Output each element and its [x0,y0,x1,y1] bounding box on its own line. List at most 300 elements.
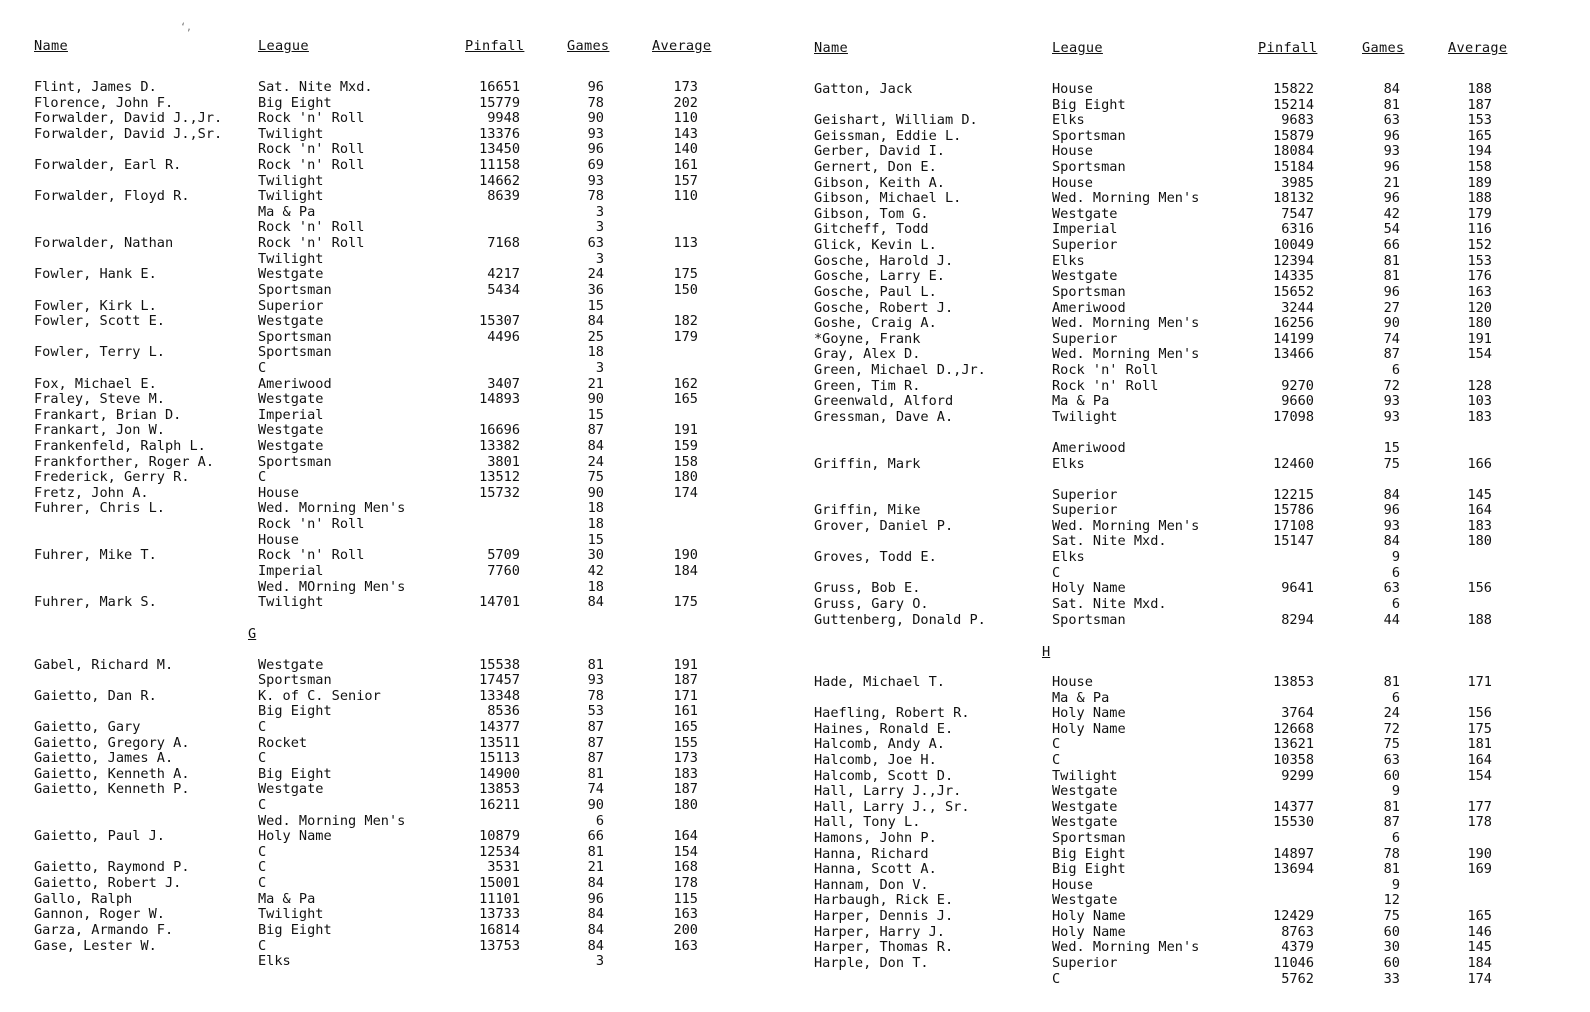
games-value: 74 [587,781,604,798]
league-name: Rock 'n' Roll [258,110,365,127]
average-value: 184 [1467,954,1492,971]
pinfall-value: 15822 [1273,81,1314,97]
games-value: 90 [1383,315,1400,332]
bowler-name: Fuhrer, Mike T. [34,547,157,564]
average-value: 184 [673,562,698,579]
games-value: 63 [1383,112,1400,129]
table-row [818,98,1563,114]
pinfall-value: 13348 [479,687,520,704]
table-row [34,782,754,798]
league-name: C [258,359,267,376]
header-average: Average [652,38,712,54]
left-column [34,38,754,970]
average-value: 158 [673,453,698,470]
header-pinfall: Pinfall [1258,40,1318,56]
pinfall-value: 16651 [479,79,520,95]
pinfall-value: 15779 [479,94,520,111]
league-name: Twilight [258,594,324,611]
average-value: 179 [1467,205,1492,222]
table-row [34,189,754,205]
average-value: 162 [673,375,698,392]
games-value: 81 [1383,861,1400,878]
bowler-name: Gabel, Richard M. [34,656,174,673]
average-value: 180 [1467,315,1492,332]
average-value: 161 [673,703,698,720]
bowler-name: Gosche, Larry E. [814,268,945,285]
games-value: 96 [1383,127,1400,144]
table-row [814,159,1563,176]
table-row [814,346,1563,363]
average-value: 180 [673,797,698,814]
games-value: 42 [1383,205,1400,222]
table-row [34,564,754,580]
league-name: Big Eight [1052,845,1126,862]
bowler-name: Forwalder, Floyd R. [34,188,190,205]
average-value: 164 [1467,502,1492,519]
pinfall-value: 8639 [487,188,520,205]
average-value: 187 [673,672,698,689]
games-value: 84 [587,921,604,938]
bowler-name: Gibson, Tom G. [814,205,929,222]
pinfall-value: 17457 [479,672,520,689]
league-name: C [258,843,267,860]
games-value: 44 [1383,611,1400,628]
average-value: 166 [1467,455,1492,472]
table-row [34,517,754,533]
pinfall-value: 3985 [1281,174,1314,191]
league-name: Holy Name [1052,705,1126,722]
bowler-name: Gaietto, Robert J. [34,875,182,892]
table-row [34,80,754,96]
league-name: Superior [1052,502,1118,519]
games-value: 81 [1383,798,1400,815]
table-row [814,377,1563,395]
bowler-name: Harper, Thomas R. [814,939,954,956]
bowler-name: Forwalder, David J.,Sr. [34,125,223,142]
bowler-name: Gibson, Michael L. [814,190,962,207]
bowler-name: Hall, Tony L. [814,814,921,831]
league-name: Rock 'n' Roll [258,141,365,158]
games-value: 36 [587,281,604,298]
games-value: 87 [587,422,604,439]
league-name: Twilight [258,172,324,189]
games-value: 96 [587,141,604,158]
average-value: 110 [673,110,698,127]
bowler-name: Gitcheff, Todd [814,221,929,238]
games-value: 60 [1383,767,1400,784]
average-value: 163 [673,937,698,954]
pinfall-value: 16256 [1273,315,1314,332]
games-value: 84 [1383,81,1400,97]
bowler-name: Grover, Daniel P. [814,517,954,534]
table-row [814,876,1563,894]
league-name: Ameriwood [258,375,332,392]
average-value: 174 [673,484,698,501]
table-row [814,455,1563,473]
pinfall-value: 14662 [479,172,520,189]
games-value: 9 [1391,549,1400,566]
table-row [34,345,754,361]
bowler-name: Fretz, John A. [34,484,149,501]
pinfall-value: 12394 [1273,252,1314,269]
games-value: 69 [587,157,604,174]
league-name: Twilight [258,125,324,142]
pinfall-value: 16211 [479,797,520,814]
league-name: Rock 'n' Roll [1052,377,1159,394]
league-name: Imperial [1052,221,1118,238]
league-name: Wed. Morning Men's [1052,939,1200,956]
league-name: Big Eight [1052,96,1126,113]
section-g-heading: G [248,626,257,643]
average-value: 180 [1467,533,1492,550]
pinfall-value: 15113 [479,750,520,767]
games-value: 66 [1383,237,1400,254]
games-value: 72 [1383,377,1400,394]
league-name: Sportsman [258,281,332,298]
right-header-row [814,40,1563,66]
games-value: 78 [1383,845,1400,862]
league-name: Rock 'n' Roll [1052,361,1159,378]
table-row [814,939,1563,956]
bowler-name: Harper, Harry J. [814,923,945,940]
average-value: 152 [1467,237,1492,254]
table-row [814,190,1563,207]
games-value: 81 [587,656,604,673]
bowler-name: Gaietto, Paul J. [34,828,165,845]
league-name: Imperial [258,406,324,423]
league-name: Rock 'n' Roll [258,516,365,533]
bowler-name: Garza, Armando F. [34,921,174,938]
games-value: 12 [1383,892,1400,909]
pinfall-value: 10879 [479,828,520,845]
table-row [34,408,754,424]
average-value: 145 [1467,939,1492,956]
games-value: 30 [587,547,604,564]
bowler-name: Flint, James D. [34,79,157,95]
table-row [34,174,754,190]
table-row [34,111,754,127]
league-name: Ameriwood [1052,439,1126,456]
bowler-name: Goshe, Craig A. [814,315,937,332]
table-row [814,861,1563,878]
games-value: 21 [587,859,604,876]
league-name: C [1052,736,1061,753]
average-value: 145 [1467,486,1492,503]
league-name: Westgate [258,656,324,673]
bowler-name: Fuhrer, Chris L. [34,500,165,517]
table-row [814,81,1563,98]
average-value: 180 [673,469,698,486]
bowler-name: Gruss, Gary O. [814,595,929,612]
games-value: 6 [1391,595,1400,612]
league-name: C [1052,970,1061,987]
pinfall-value: 10049 [1273,237,1314,254]
pinfall-value: 14335 [1273,268,1314,285]
games-value: 90 [587,797,604,814]
bowler-name: Harple, Don T. [814,954,929,971]
average-value: 154 [1467,346,1492,363]
table-row [34,595,754,611]
table-row [814,814,1563,831]
league-name: Holy Name [1052,923,1126,940]
bowler-name: Halcomb, Andy A. [814,736,945,753]
league-name: C [258,875,267,892]
table-row [34,907,754,923]
league-name: Superior [1052,237,1118,254]
average-value: 165 [673,718,698,735]
league-name: C [258,859,267,876]
league-name: House [258,531,299,548]
average-value: 161 [673,157,698,174]
average-value: 113 [673,235,698,252]
average-value: 153 [1467,112,1492,129]
average-value: 183 [1467,517,1492,534]
pinfall-value: 13376 [479,125,520,142]
games-value: 18 [587,516,604,533]
pinfall-value: 3764 [1281,705,1314,722]
league-name: Sportsman [1052,283,1126,300]
table-row [34,689,754,705]
average-value: 116 [1467,221,1492,238]
table-row [814,127,1563,145]
pinfall-value: 7760 [487,562,520,579]
bowler-name: Haines, Ronald E. [814,720,954,737]
table-row [814,908,1563,925]
pinfall-value: 9641 [1281,580,1314,597]
average-value: 191 [1467,330,1492,347]
games-value: 53 [587,703,604,720]
games-value: 15 [587,297,604,314]
bowler-name: Gruss, Bob E. [814,580,921,597]
games-value: 81 [1383,252,1400,269]
header-name: Name [34,38,68,54]
games-value: 84 [587,937,604,954]
table-row [814,252,1563,270]
average-value: 202 [673,94,698,111]
left-table-body [34,80,754,611]
games-value: 93 [587,125,604,142]
games-value: 15 [587,406,604,423]
pinfall-value: 15147 [1273,533,1314,550]
bowler-name: Gernert, Don E. [814,159,937,176]
games-value: 18 [587,344,604,361]
average-value: 140 [673,141,698,158]
average-value: 174 [1467,970,1492,987]
league-name: House [258,484,299,501]
league-name: Sat. Nite Mxd. [258,79,373,95]
league-name: House [1052,876,1093,893]
games-value: 96 [587,890,604,907]
bowler-name: Fraley, Steve M. [34,391,165,408]
league-name: Superior [1052,954,1118,971]
league-name: Elks [258,953,291,970]
league-name: Sportsman [258,328,332,345]
bowler-name: Forwalder, David J.,Jr. [34,110,223,127]
average-value: 171 [673,687,698,704]
table-row [34,580,754,596]
table-row [814,112,1563,129]
table-row [34,158,754,174]
bowler-name: Fox, Michael E. [34,375,157,392]
league-name: Sportsman [258,344,332,361]
league-name: Holy Name [1052,580,1126,597]
average-value: 165 [1467,127,1492,144]
table-row [34,314,754,330]
league-name: Westgate [1052,798,1118,815]
games-value: 21 [587,375,604,392]
games-value: 42 [587,562,604,579]
games-value: 3 [595,203,604,220]
bowler-name: Hannam, Don V. [814,876,929,893]
table-row [818,534,1563,550]
games-value: 84 [1383,533,1400,550]
table-row [814,549,1563,566]
average-value: 158 [1467,159,1492,176]
average-value: 175 [1467,720,1492,737]
bowler-name: Gressman, Dave A. [814,408,954,425]
pinfall-value: 18132 [1273,190,1314,207]
pinfall-value: 8536 [487,703,520,720]
bowler-name: Gaietto, James A. [34,750,174,767]
table-row [814,783,1563,800]
league-name: C [258,469,267,486]
bowler-name: Gase, Lester W. [34,937,157,954]
bowler-name: Gaietto, Dan R. [34,687,157,704]
bowler-name: Fowler, Scott E. [34,313,165,330]
table-row [814,517,1563,535]
table-row [814,751,1563,769]
table-row [34,923,754,939]
league-name: Wed. MOrning Men's [258,578,406,595]
games-value: 87 [587,734,604,751]
league-name: C [1052,564,1061,581]
games-value: 93 [1383,143,1400,160]
average-value: 200 [673,921,698,938]
games-value: 87 [587,750,604,767]
average-value: 187 [1467,96,1492,113]
pinfall-value: 15732 [479,484,520,501]
league-name: K. of C. Senior [258,687,381,704]
league-name: Westgate [258,266,324,283]
pinfall-value: 8763 [1281,923,1314,940]
average-value: 187 [673,781,698,798]
table-row [34,704,754,720]
bowler-name: Frankenfeld, Ralph L. [34,438,206,455]
table-row [814,268,1563,285]
league-name: Rock 'n' Roll [258,219,365,236]
average-value: 189 [1467,174,1492,191]
pinfall-value: 5434 [487,281,520,298]
average-value: 165 [1467,908,1492,925]
pinfall-value: 3244 [1281,299,1314,316]
table-row [818,488,1563,504]
league-name: Sportsman [258,672,332,689]
games-value: 81 [1383,673,1400,690]
games-value: 96 [1383,190,1400,207]
average-value: 157 [673,172,698,189]
average-value: 154 [1467,767,1492,784]
league-name: Ma & Pa [258,890,316,907]
table-row [814,330,1563,348]
bowler-name: Haefling, Robert R. [814,705,970,722]
table-row [814,580,1563,597]
league-name: House [1052,143,1093,160]
games-value: 93 [587,172,604,189]
league-name: Holy Name [1052,720,1126,737]
bowler-name: Geishart, William D. [814,112,978,129]
bowler-name: Fowler, Terry L. [34,344,165,361]
section-h-heading: H [1042,643,1051,660]
average-value: 115 [673,890,698,907]
average-value: 154 [673,843,698,860]
pinfall-value: 17098 [1273,408,1314,425]
average-value: 143 [673,125,698,142]
league-name: Elks [1052,112,1085,129]
table-row [814,830,1563,847]
bowler-name: Hanna, Richard [814,845,929,862]
table-row [34,736,754,752]
table-row [814,283,1563,301]
average-value: 159 [673,438,698,455]
bowler-name: Gaietto, Raymond P. [34,859,190,876]
table-row [34,455,754,471]
table-row [34,470,754,486]
bowler-name: Hamons, John P. [814,830,937,847]
bowler-name: Frankforther, Roger A. [34,453,215,470]
table-row [814,611,1563,629]
pinfall-value: 3407 [487,375,520,392]
bowler-name: Florence, John F. [34,94,174,111]
bowler-name: Groves, Todd E. [814,549,937,566]
average-value: 175 [673,266,698,283]
table-row [34,267,754,283]
bowler-name: Gaietto, Gary [34,718,141,735]
bowler-name: Green, Michael D.,Jr. [814,361,986,378]
pinfall-value: 13450 [479,141,520,158]
league-name: Big Eight [258,703,332,720]
average-value: 183 [1467,408,1492,425]
average-value: 175 [673,594,698,611]
bowler-name: Gallo, Ralph [34,890,133,907]
games-value: 96 [1383,502,1400,519]
pinfall-value: 14893 [479,391,520,408]
left-table-body-g [34,658,754,970]
league-name: Ma & Pa [258,203,316,220]
pinfall-value: 13853 [479,781,520,798]
bowler-name: Glick, Kevin L. [814,237,937,254]
games-value: 6 [1391,689,1400,706]
pinfall-value: 15879 [1273,127,1314,144]
header-games: Games [567,38,610,54]
league-name: C [1052,751,1061,768]
table-row [34,860,754,876]
table-row [34,361,754,377]
right-column [814,40,1563,987]
table-row [34,236,754,252]
pinfall-value: 13621 [1273,736,1314,753]
league-name: Westgate [258,391,324,408]
league-name: Superior [258,297,324,314]
header-name: Name [814,40,848,56]
average-value: 173 [673,79,698,95]
league-name: House [1052,174,1093,191]
league-name: Sportsman [1052,127,1126,144]
pinfall-value: 15652 [1273,283,1314,300]
table-row [34,673,754,689]
pinfall-value: 11158 [479,157,520,174]
games-value: 25 [587,328,604,345]
games-value: 90 [587,484,604,501]
